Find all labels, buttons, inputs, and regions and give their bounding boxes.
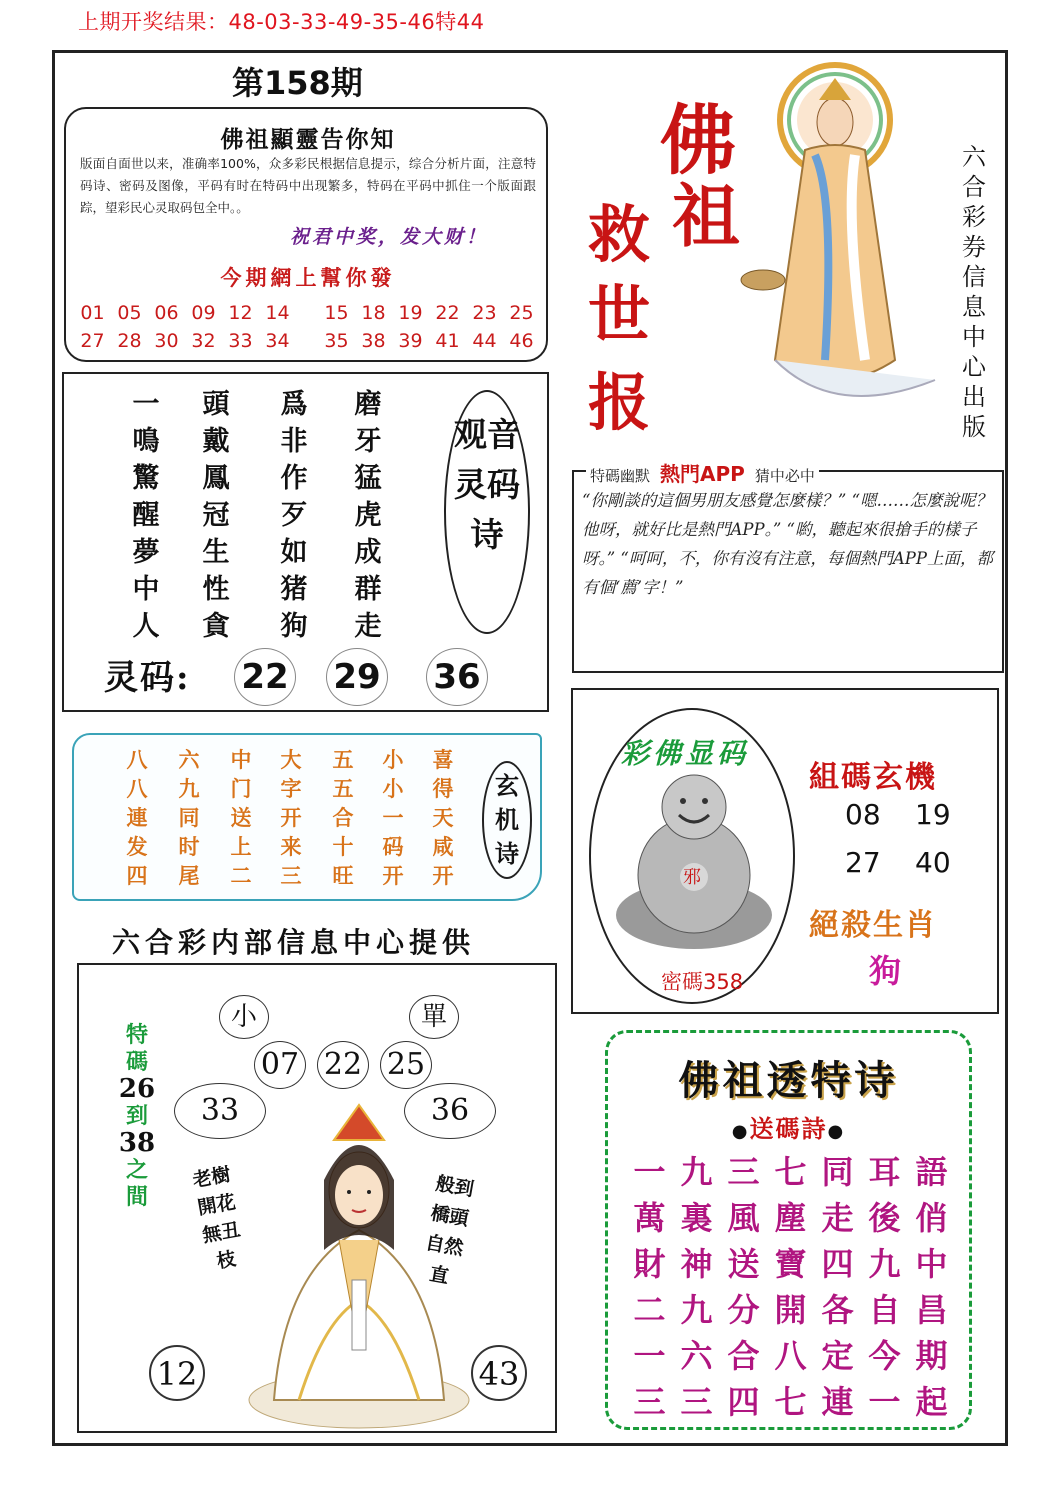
scroll-char: 得	[432, 776, 454, 801]
send-poem-row	[626, 1147, 956, 1193]
lingma-number: 36	[426, 648, 488, 706]
scroll-char: 送	[230, 805, 252, 830]
send-poem-char: 裏	[680, 1199, 713, 1237]
send-poem-char: 三	[680, 1383, 713, 1421]
guanyin-box	[77, 963, 557, 1433]
humor-head-right: 猜中必中	[754, 467, 815, 485]
scroll-char: 旺	[332, 863, 354, 888]
send-poem-char: 七	[774, 1383, 807, 1421]
last-draw-result: 上期开奖结果：48-03-33-49-35-46特44	[78, 10, 485, 34]
number-list	[74, 299, 544, 355]
lottery-number: 19	[398, 302, 423, 324]
poem-char: 爲	[280, 389, 308, 420]
notice-subtitle: 今期網上幫你發	[220, 265, 396, 290]
lottery-number: 32	[191, 330, 216, 352]
tema-char: 碼	[125, 1049, 148, 1075]
scroll-char: 小	[382, 747, 404, 772]
poem-char: 醒	[132, 500, 160, 531]
seated-guanyin-image	[244, 1100, 474, 1430]
poem-column-4	[348, 386, 388, 645]
lottery-number: 05	[117, 302, 142, 324]
scroll-char: 五	[332, 747, 354, 772]
send-poem-char: 二	[633, 1291, 666, 1329]
send-poem-char: 耳	[868, 1153, 901, 1191]
tema-char: 特	[125, 1022, 148, 1048]
poem-char: 夢	[132, 537, 160, 568]
scroll-char: 五	[332, 776, 354, 801]
lottery-number: 18	[361, 302, 386, 324]
humor-header	[586, 458, 819, 487]
scroll-char: 喜	[432, 747, 454, 772]
guanyin-poem-box	[62, 372, 549, 712]
poem-char: 虎	[354, 500, 382, 531]
poem-column-3	[274, 386, 314, 645]
scroll-char: 小	[382, 776, 404, 801]
standing-guanyin-image	[735, 60, 950, 430]
poem-char: 生	[202, 537, 230, 568]
scroll-char: 連	[126, 805, 148, 830]
poem-char: 一	[132, 389, 160, 420]
poem-char: 驚	[132, 463, 160, 494]
combo-number: 27	[845, 846, 881, 879]
send-poem-char: 四	[821, 1245, 854, 1283]
tema-range	[115, 1022, 159, 1211]
scroll-char: 九	[178, 776, 200, 801]
scroll-char: 时	[178, 834, 200, 859]
hint-number: 12	[149, 1345, 205, 1401]
scroll-column-4	[274, 745, 308, 890]
scroll-column-7	[426, 745, 460, 890]
lottery-number: 25	[509, 302, 534, 324]
send-poem-char: 財	[633, 1245, 666, 1283]
hint-number: 36	[404, 1083, 496, 1139]
lottery-number: 15	[324, 302, 349, 324]
kill-zodiac-title: 絕殺生肖	[809, 908, 937, 943]
send-poem-char: 連	[821, 1383, 854, 1421]
poem-column-1	[126, 386, 166, 645]
lottery-number: 09	[191, 302, 216, 324]
combo-title: 組碼玄機	[809, 760, 937, 795]
poem-char: 人	[132, 611, 160, 642]
send-poem-char: 昌	[915, 1291, 948, 1329]
send-poem-char: 八	[774, 1337, 807, 1375]
lottery-number: 01	[80, 302, 105, 324]
poem-oval-label: 观音灵码诗	[454, 415, 520, 554]
send-poem-char: 送	[727, 1245, 760, 1283]
send-poem-char: 合	[727, 1337, 760, 1375]
scroll-char: 二	[230, 863, 252, 888]
scroll-char: 咸	[432, 834, 454, 859]
send-poem-subtitle-text: 送碼詩	[749, 1114, 828, 1143]
send-poem-grid	[626, 1147, 956, 1423]
lottery-number: 39	[398, 330, 423, 352]
send-poem-char: 各	[821, 1291, 854, 1329]
scroll-char: 八	[126, 776, 148, 801]
lottery-number: 27	[80, 330, 105, 352]
send-poem-char: 中	[915, 1245, 948, 1283]
maitreya-box	[571, 688, 999, 1014]
send-poem-row	[626, 1377, 956, 1423]
hint-number: 33	[174, 1083, 266, 1139]
title-char-shi: 世	[588, 278, 651, 351]
maitreya-oval	[589, 708, 795, 1004]
lingma-number: 22	[234, 648, 296, 706]
scroll-char: 字	[280, 776, 302, 801]
single-label: 單	[409, 995, 459, 1039]
poem-char: 牙	[354, 426, 382, 457]
send-poem-char: 九	[868, 1245, 901, 1283]
poem-char: 作	[280, 463, 308, 494]
scroll-char: 上	[230, 834, 252, 859]
poem-char: 非	[280, 426, 308, 457]
scroll-column-1	[120, 745, 154, 890]
poem-char: 鳴	[132, 426, 160, 457]
scroll-char: 开	[432, 863, 454, 888]
scroll-char: 十	[332, 834, 354, 859]
combo-number: 40	[915, 846, 951, 879]
lottery-number: 33	[228, 330, 253, 352]
send-poem-char: 一	[868, 1383, 901, 1421]
humor-head-left: 特碼幽默	[590, 467, 651, 485]
notice-text: 版面自面世以来，准确率100%，众多彩民根据信息提示，综合分析片面，注意特码诗、密码及图像，平码有时在特码中出现繁多，特码在平码中抓住一个版面跟踪，望彩民心灵取码包全中。。	[80, 156, 536, 215]
tema-char: 到	[125, 1103, 148, 1129]
scroll-char: 四	[126, 863, 148, 888]
xuanji-scroll	[72, 733, 542, 901]
scroll-column-5	[326, 745, 360, 890]
lottery-number: 06	[154, 302, 179, 324]
combo-number: 19	[915, 798, 951, 831]
send-poem-char: 起	[915, 1383, 948, 1421]
buddha-seal: 邪	[683, 867, 701, 888]
poem-char: 如	[280, 537, 308, 568]
poem-char: 貪	[202, 611, 230, 642]
poem-char: 性	[202, 574, 230, 605]
send-poem-row	[626, 1285, 956, 1331]
send-poem-row	[626, 1331, 956, 1377]
send-poem-row	[626, 1193, 956, 1239]
send-poem-char: 定	[821, 1337, 854, 1375]
lottery-number: 34	[265, 330, 290, 352]
xuanji-label: 玄机诗	[495, 771, 519, 868]
scroll-char: 码	[382, 834, 404, 859]
laughing-buddha-image	[611, 765, 777, 955]
poem-char: 狗	[280, 611, 308, 642]
send-poem-char: 風	[727, 1199, 760, 1237]
provider-line: 六合彩内部信息中心提供	[112, 926, 476, 959]
notice-title: 佛祖顯靈告你知	[220, 126, 396, 153]
secret-code: 密碼358	[661, 970, 744, 994]
send-poem-box	[605, 1030, 972, 1430]
lottery-number: 12	[228, 302, 253, 324]
lottery-number: 22	[435, 302, 460, 324]
kill-zodiac-value: 狗	[869, 952, 902, 990]
tema-char: 之	[125, 1157, 148, 1183]
tema-char: 間	[125, 1184, 148, 1210]
notice-box	[64, 107, 548, 362]
scroll-char: 八	[126, 747, 148, 772]
send-poem-char: 塵	[774, 1199, 807, 1237]
send-poem-char: 後	[868, 1199, 901, 1237]
poem-right: 般到橋頭自然直	[423, 1172, 476, 1288]
send-poem-char: 走	[821, 1199, 854, 1237]
send-poem-char: 俏	[915, 1199, 948, 1237]
send-poem-char: 三	[727, 1153, 760, 1191]
poem-char: 歹	[280, 500, 308, 531]
poem-char: 走	[354, 611, 382, 642]
send-poem-char: 神	[680, 1245, 713, 1283]
send-poem-char: 同	[821, 1153, 854, 1191]
lottery-number: 44	[472, 330, 497, 352]
lottery-number: 35	[324, 330, 349, 352]
scroll-column-6	[376, 745, 410, 890]
send-poem-char: 今	[868, 1337, 901, 1375]
scroll-column-2	[172, 745, 206, 890]
lingma-number: 29	[326, 648, 388, 706]
poem-char: 群	[354, 574, 382, 605]
scroll-char: 大	[280, 747, 302, 772]
lottery-number: 28	[117, 330, 142, 352]
send-poem-char: 寶	[774, 1245, 807, 1283]
send-poem-row	[626, 1239, 956, 1285]
humor-body: “你剛談的這個男朋友感覺怎麼樣？” “嗯……怎麼說呢？他呀，就好比是熱門APP。” “喲，聽起來很搶手的樣子呀。” “呵呵，不，你有沒有注意，每個熱門APP上面，都有個‘薦’字！”	[582, 491, 993, 597]
scroll-char: 六	[178, 747, 200, 772]
maitreya-arc-text: 彩佛显码	[621, 737, 750, 770]
hint-number: 07	[254, 1041, 306, 1089]
poem-char: 戴	[202, 426, 230, 457]
lottery-number: 41	[435, 330, 460, 352]
send-poem-char: 六	[680, 1337, 713, 1375]
lottery-number: 30	[154, 330, 179, 352]
send-poem-char: 四	[727, 1383, 760, 1421]
scroll-char: 同	[178, 805, 200, 830]
send-poem-char: 七	[774, 1153, 807, 1191]
send-poem-char: 九	[680, 1291, 713, 1329]
send-poem-char: 分	[727, 1291, 760, 1329]
send-poem-char: 自	[868, 1291, 901, 1329]
scroll-char: 一	[382, 805, 404, 830]
poem-char: 冠	[202, 500, 230, 531]
send-poem-char: 語	[915, 1153, 948, 1191]
tema-number: 26	[118, 1074, 156, 1104]
notice-wish: 祝君中奖，发大财！	[290, 226, 489, 248]
lottery-number: 23	[472, 302, 497, 324]
small-label: 小	[219, 995, 269, 1039]
combo-number: 08	[845, 798, 881, 831]
humor-box	[572, 462, 1004, 673]
scroll-char: 中	[230, 747, 252, 772]
poem-char: 中	[132, 574, 160, 605]
send-poem-char: 一	[633, 1153, 666, 1191]
send-poem-char: 一	[633, 1337, 666, 1375]
send-poem-char: 期	[915, 1337, 948, 1375]
send-poem-char: 三	[633, 1383, 666, 1421]
send-poem-char: 九	[680, 1153, 713, 1191]
poem-char: 磨	[354, 389, 382, 420]
poem-column-2	[196, 386, 236, 645]
send-poem-char: 開	[774, 1291, 807, 1329]
lottery-number: 46	[509, 330, 534, 352]
poem-char: 猛	[354, 463, 382, 494]
lottery-number: 14	[265, 302, 290, 324]
poem-char: 成	[354, 537, 382, 568]
poem-char: 頭	[202, 389, 230, 420]
send-poem-char: 萬	[633, 1199, 666, 1237]
scroll-char: 开	[382, 863, 404, 888]
lottery-number: 38	[361, 330, 386, 352]
title-char-bao: 报	[588, 366, 651, 439]
title-char-fo: 佛	[660, 96, 736, 185]
scroll-char: 三	[280, 863, 302, 888]
send-poem-title: 佛祖透特诗	[678, 1057, 899, 1104]
hint-number: 43	[471, 1345, 527, 1401]
hint-number: 22	[317, 1041, 369, 1089]
title-char-zu: 祖	[672, 177, 741, 257]
scroll-char: 尾	[178, 863, 200, 888]
publisher-vertical: 六合彩券信息中心出版	[962, 143, 986, 441]
scroll-char: 合	[332, 805, 354, 830]
lingma-label: 灵码:	[104, 658, 191, 698]
scroll-char: 门	[230, 776, 252, 801]
tema-number: 38	[118, 1128, 156, 1158]
send-poem-subtitle: ●送碼詩●	[731, 1114, 846, 1143]
poem-char: 猪	[280, 574, 308, 605]
humor-head-hot: 熱門APP	[660, 462, 745, 486]
scroll-char: 天	[432, 805, 454, 830]
scroll-char: 开	[280, 805, 302, 830]
scroll-column-3	[224, 745, 258, 890]
hint-number: 25	[380, 1041, 432, 1089]
title-char-jiu: 救	[588, 198, 651, 271]
issue-number: 第158期	[232, 64, 363, 102]
poem-char: 鳳	[202, 463, 230, 494]
scroll-char: 来	[280, 834, 302, 859]
poem-left: 老樹開花無丑枝	[191, 1163, 243, 1273]
scroll-char: 发	[126, 834, 148, 859]
